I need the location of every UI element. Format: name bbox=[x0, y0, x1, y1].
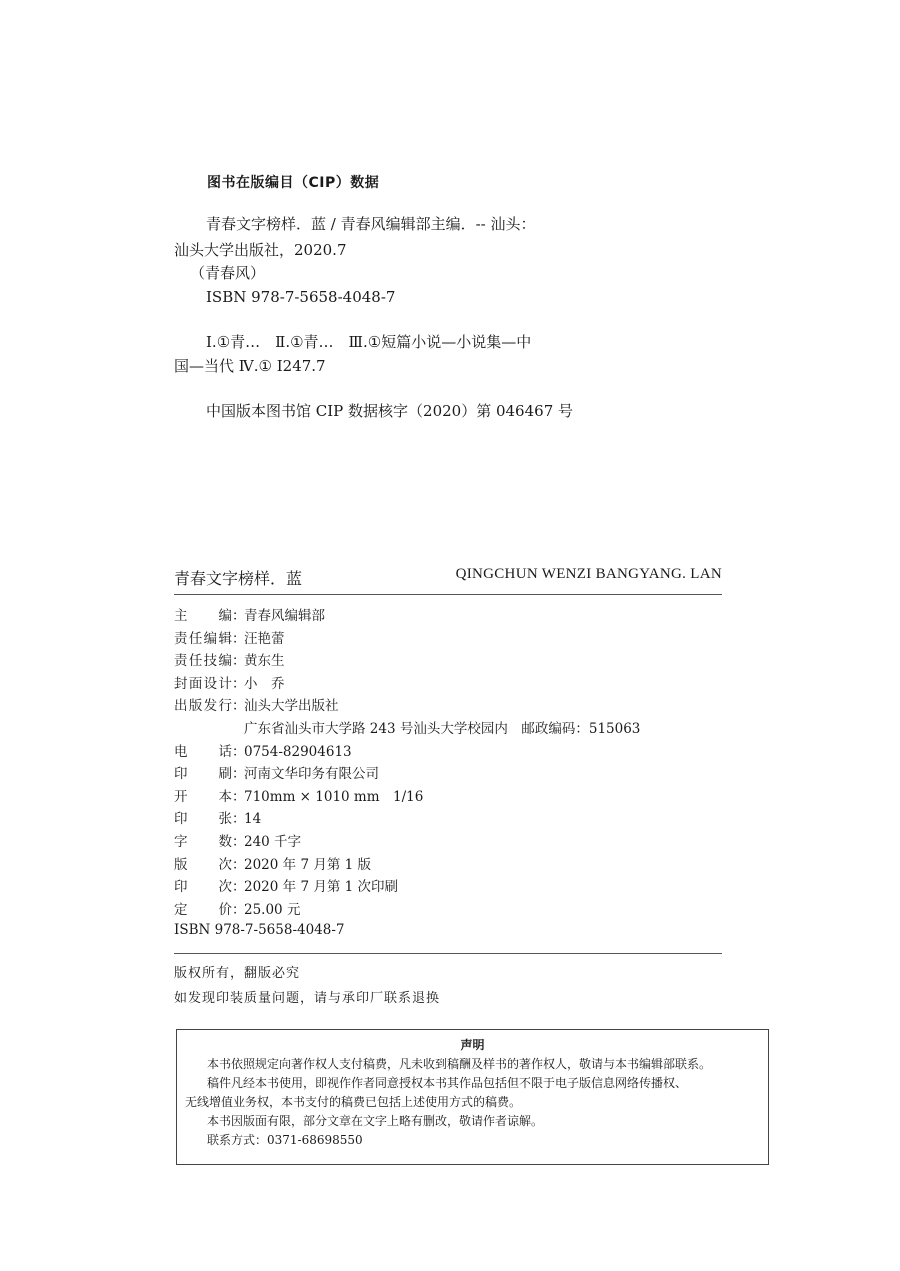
imprint-separator: ： bbox=[232, 879, 246, 896]
notice-paragraph-3: 本书因版面有限，部分文章在文字上略有删改，敬请作者谅解。 bbox=[207, 1114, 544, 1128]
cip-line-2: 汕头大学出版社，2020.7 bbox=[174, 241, 347, 259]
imprint-separator: ： bbox=[232, 675, 246, 692]
imprint-label: 印 次 bbox=[174, 879, 232, 896]
imprint-row bbox=[174, 742, 352, 762]
imprint-separator: ： bbox=[232, 788, 246, 805]
cip-line-5: Ⅰ.①青… Ⅱ.①青… Ⅲ.①短篇小说—小说集—中 bbox=[206, 333, 532, 351]
imprint-value: 汕头大学出版社 bbox=[244, 698, 339, 715]
imprint-row bbox=[174, 809, 261, 829]
imprint-separator: ： bbox=[232, 766, 246, 783]
imprint-row bbox=[174, 696, 339, 716]
notice-contact: 联系方式：0371-68698550 bbox=[207, 1133, 363, 1147]
imprint-value: 汪艳蕾 bbox=[244, 630, 285, 647]
notice-paragraph-2a: 稿件凡经本书使用，即视作作者同意授权本书其作品包括但不限于电子版信息网络传播权、 bbox=[207, 1076, 688, 1090]
imprint-separator: ： bbox=[232, 834, 246, 850]
imprint-separator: ： bbox=[232, 608, 246, 624]
imprint-label bbox=[174, 719, 232, 739]
book-title-pinyin: QINGCHUN WENZI BANGYANG. LAN bbox=[455, 566, 722, 582]
imprint-value: 14 bbox=[244, 811, 262, 828]
imprint-label: 字 数 bbox=[174, 834, 232, 850]
notice-paragraph-1: 本书依照规定向著作权人支付稿费，凡未收到稿酬及样书的著作权人，敬请与本书编辑部联系。 bbox=[207, 1057, 712, 1071]
imprint-row bbox=[174, 629, 285, 649]
notice-title: 声明 bbox=[460, 1038, 485, 1052]
imprint-label: 责任技编 bbox=[174, 653, 232, 670]
imprint-label: 封面设计 bbox=[174, 675, 232, 692]
imprint-separator bbox=[232, 719, 244, 739]
imprint-value: 河南文华印务有限公司 bbox=[244, 766, 379, 783]
imprint-label: 电 话 bbox=[174, 743, 232, 760]
imprint-value: 黄东生 bbox=[244, 653, 285, 670]
rights-return-policy: 如发现印装质量问题，请与承印厂联系退换 bbox=[174, 991, 441, 1006]
imprint-value: 710mm × 1010 mm 1/16 bbox=[244, 788, 424, 805]
imprint-value: 25.00 元 bbox=[244, 901, 301, 918]
imprint-separator: ： bbox=[232, 630, 246, 647]
imprint-row bbox=[174, 877, 398, 897]
imprint-divider bbox=[174, 953, 722, 954]
imprint-value: 广东省汕头市大学路 243 号汕头大学校园内 邮政编码：515063 bbox=[244, 721, 641, 737]
imprint-label: 定 价 bbox=[174, 901, 232, 918]
imprint-value: 青春风编辑部 bbox=[244, 608, 325, 624]
imprint-separator: ： bbox=[232, 901, 246, 918]
imprint-label: 印 刷 bbox=[174, 766, 232, 783]
imprint-row bbox=[174, 674, 285, 694]
imprint-label: 出版发行 bbox=[174, 698, 232, 715]
imprint-label: 责任编辑 bbox=[174, 630, 232, 647]
imprint-value: 240 千字 bbox=[244, 834, 302, 850]
cip-heading: 图书在版编目（CIP）数据 bbox=[207, 175, 380, 191]
imprint-value: 2020 年 7 月第 1 次印刷 bbox=[244, 879, 398, 896]
imprint-row bbox=[174, 764, 379, 784]
imprint-row bbox=[174, 719, 640, 739]
imprint-isbn-value: ISBN 978-7-5658-4048-7 bbox=[174, 922, 345, 938]
cip-line-6: 国—当代 Ⅳ.① I247.7 bbox=[174, 357, 326, 375]
book-title-chinese: 青春文字榜样．蓝 bbox=[174, 569, 303, 588]
title-divider bbox=[174, 594, 722, 595]
imprint-label: 主 编 bbox=[174, 608, 232, 624]
imprint-separator: ： bbox=[232, 856, 246, 873]
rights-reserved: 版权所有，翻版必究 bbox=[174, 966, 301, 981]
imprint-row bbox=[174, 855, 371, 875]
imprint-value: 2020 年 7 月第 1 版 bbox=[244, 856, 371, 873]
notice-paragraph-2b: 无线增值业务权，本书支付的稿费已包括上述使用方式的稿费。 bbox=[185, 1095, 522, 1109]
imprint-row bbox=[174, 900, 300, 920]
imprint-label: 版 次 bbox=[174, 856, 232, 873]
cip-line-3: （青春风） bbox=[190, 264, 266, 282]
imprint-value: 0754-82904613 bbox=[244, 743, 352, 760]
imprint-separator: ： bbox=[232, 743, 246, 760]
imprint-row bbox=[174, 651, 285, 671]
imprint-row bbox=[174, 606, 325, 626]
imprint-separator: ： bbox=[232, 653, 246, 670]
imprint-row bbox=[174, 832, 301, 852]
imprint-value: 小 乔 bbox=[244, 675, 285, 692]
imprint-isbn bbox=[174, 920, 345, 940]
cip-line-1: 青春文字榜样．蓝 / 青春风编辑部主编．-- 汕头： bbox=[206, 215, 536, 233]
imprint-label: 印 张 bbox=[174, 811, 232, 828]
imprint-separator: ： bbox=[232, 698, 246, 715]
imprint-label: 开 本 bbox=[174, 788, 232, 805]
imprint-separator: ： bbox=[232, 811, 246, 828]
notice-box bbox=[176, 1029, 769, 1165]
imprint-row bbox=[174, 787, 423, 807]
cip-isbn: ISBN 978-7-5658-4048-7 bbox=[206, 288, 396, 306]
cip-line-7: 中国版本图书馆 CIP 数据核字（2020）第 046467 号 bbox=[206, 402, 574, 420]
